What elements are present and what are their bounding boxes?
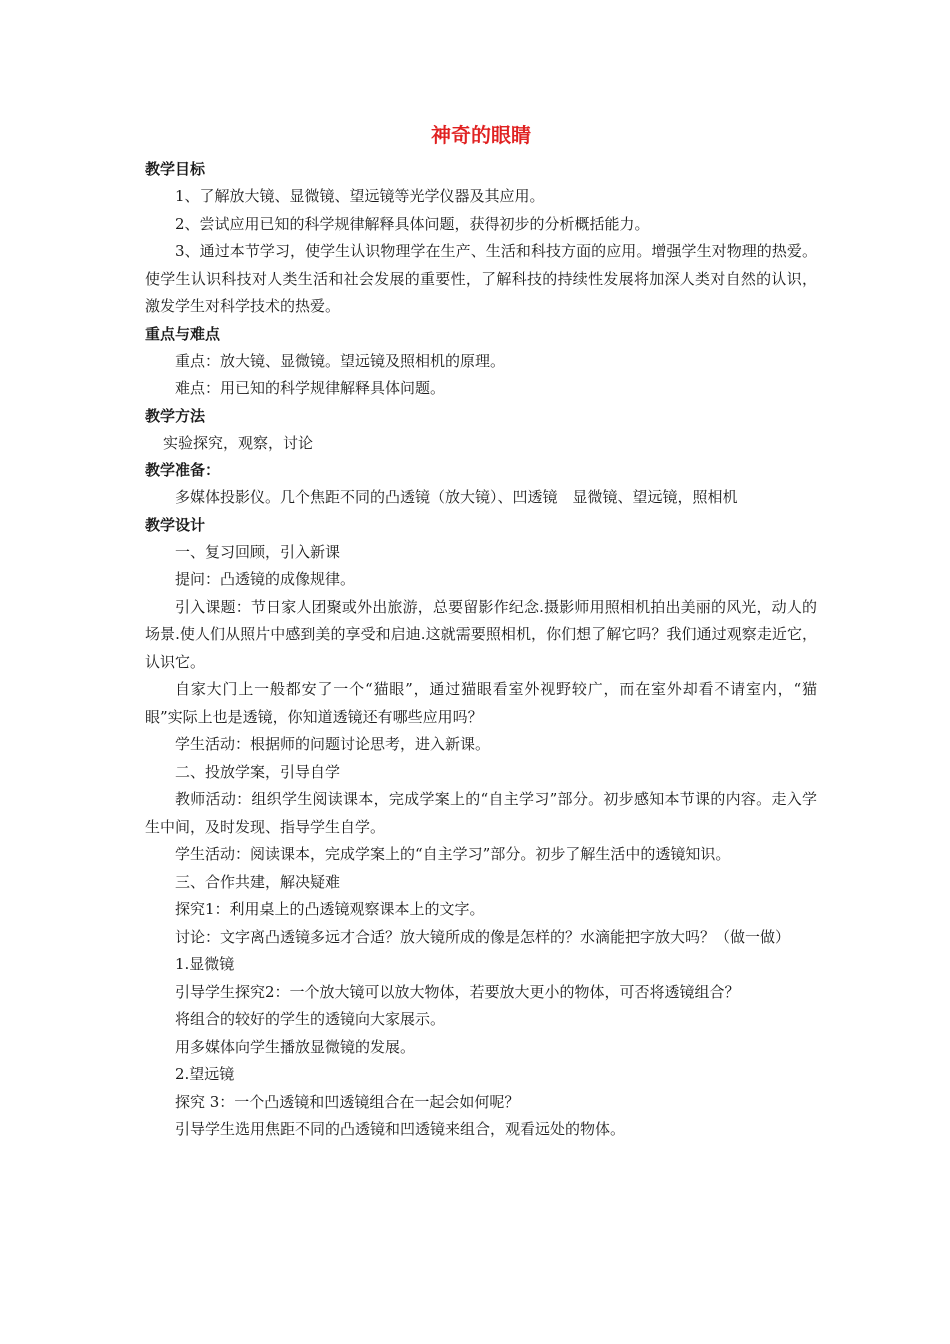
- design-microscope-media: 用多媒体向学生播放显微镜的发展。: [175, 1037, 416, 1056]
- difficulty-item: 难点：用已知的科学规律解释具体问题。: [175, 379, 446, 397]
- design-intro-topic: 引入课题：节日家人团聚或外出旅游，总要留影作纪念.摄影师用照相机拍出美丽的风光，动人的场景.使人们从照片中感到美的享受和启迪.这就需要照相机，你们想了解它吗？我们通过观察走近它，认识它。: [145, 597, 817, 671]
- document-title: 神奇的眼睛: [431, 123, 531, 147]
- preparation-text: 多媒体投影仪。几个焦距不同的凸透镜（放大镜）、凹透镜 显微镜、望远镜，照相机: [175, 488, 738, 506]
- goal-item-1: 1、了解放大镜、显微镜、望远镜等光学仪器及其应用。: [175, 187, 545, 205]
- heading-teaching-preparation: 教学准备：: [145, 461, 221, 479]
- design-step-1: 一、复习回顾，引入新课: [175, 542, 341, 561]
- design-explore-2: 引导学生探究2：一个放大镜可以放大物体，若要放大更小的物体，可否将透镜组合？: [175, 982, 740, 1001]
- heading-key-points: 重点与难点: [145, 324, 221, 343]
- design-teacher-activity: 教师活动：组织学生阅读课本，完成学案上的“自主学习”部分。初步感知本节课的内容。走入学生中间，及时发现、指导学生自学。: [145, 790, 817, 836]
- heading-teaching-methods: 教学方法: [145, 406, 206, 425]
- design-explore-1: 探究1：利用桌上的凸透镜观察课本上的文字。: [175, 900, 485, 918]
- design-student-activity-1: 学生活动：根据师的问题讨论思考，进入新课。: [175, 735, 491, 753]
- methods-text: 实验探究，观察，讨论: [163, 433, 314, 452]
- heading-teaching-design: 教学设计: [145, 515, 206, 534]
- goal-item-2: 2、尝试应用已知的科学规律解释具体问题，获得初步的分析概括能力。: [175, 214, 650, 233]
- key-point-item: 重点：放大镜、显微镜。望远镜及照相机的原理。: [175, 351, 506, 370]
- design-discussion: 讨论：文字离凸透镜多远才合适？放大镜所成的像是怎样的？水滴能把字放大吗？（做一做）: [175, 927, 791, 946]
- document-page: [145, 118, 817, 1144]
- design-cat-eye: 自家大门上一般都安了一个“猫眼”，通过猫眼看室外视野较广，而在室外却看不请室内，“猫眼”实际上也是透镜，你知道透镜还有哪些应用吗？: [145, 680, 817, 726]
- design-step-2: 二、投放学案，引导自学: [175, 762, 341, 781]
- design-guide-combine: 引导学生选用焦距不同的凸透镜和凹透镜来组合，观看远处的物体。: [175, 1120, 626, 1138]
- heading-teaching-goals: 教学目标: [145, 160, 206, 178]
- design-show-lens: 将组合的较好的学生的透镜向大家展示。: [175, 1010, 446, 1028]
- design-telescope-heading: 2.望远镜: [175, 1065, 235, 1083]
- design-question: 提问：凸透镜的成像规律。: [175, 570, 356, 588]
- design-step-3: 三、合作共建，解决疑难: [175, 872, 341, 891]
- design-microscope-heading: 1.显微镜: [175, 955, 235, 973]
- design-explore-3: 探究 3：一个凸透镜和凹透镜组合在一起会如何呢？: [175, 1092, 520, 1111]
- design-student-activity-2: 学生活动：阅读课本，完成学案上的“自主学习”部分。初步了解生活中的透镜知识。: [175, 845, 731, 863]
- goal-item-3: 3、通过本节学习，使学生认识物理学在生产、生活和科技方面的应用。增强学生对物理的热爱。使学生认识科技对人类生活和社会发展的重要性，了解科技的持续性发展将加深人类对自然的认识，激发学生对科学技术的热爱。: [145, 242, 817, 315]
